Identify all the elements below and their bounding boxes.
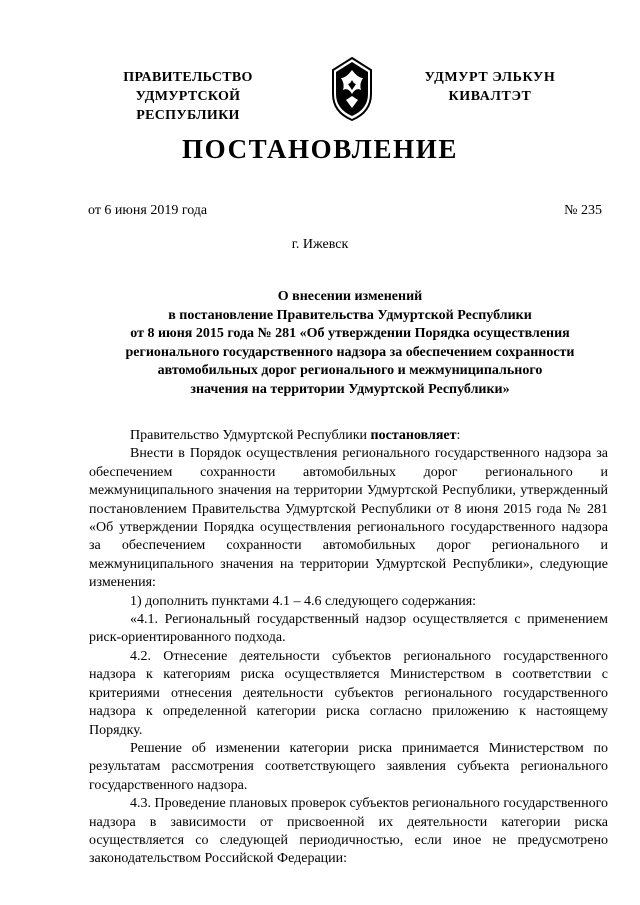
- document-title: ПОСТАНОВЛЕНИЕ: [182, 134, 458, 164]
- body-paragraph: Решение об изменении категории риска принимается Министерством по результатам рассмотрения соответствующего заявления субъекта регионального государственного надзора.: [89, 740, 608, 793]
- udmurt-coat-of-arms-icon: [327, 56, 377, 122]
- body-paragraph: 4.3. Проведение плановых проверок субъектов регионального государственного надзора в зависимости от присвоенной их деятельности категории риска осуществляется со следующей периодичностью, если иное не предусмотрено законодательством Российской Федерации:: [89, 796, 608, 867]
- document-date: от 6 июня 2019 года: [88, 203, 208, 218]
- body-paragraph: 4.2. Отнесение деятельности субъектов регионального государственного надзора к категориям риска осуществляется Министерством в соответствии с критериями отнесения деятельности субъектов регионального государственного надзора к определенной категории риска согласно приложению к настоящему Порядку.: [89, 648, 608, 738]
- intro-colon: :: [456, 428, 461, 443]
- government-name-line2: УДМУРТСКОЙ РЕСПУБЛИКИ: [135, 89, 241, 123]
- body-paragraph: 1) дополнить пунктами 4.1 – 4.6 следующего содержания:: [130, 593, 477, 609]
- document-number: № 235: [564, 203, 602, 218]
- subject-line: О внесении изменений: [277, 289, 423, 304]
- subject-line: регионального государственного надзора за обеспечением сохранности: [125, 344, 575, 360]
- intro-text: Правительство Удмуртской Республики: [130, 428, 371, 443]
- document-body: [89, 427, 608, 869]
- government-name-russian: [88, 68, 288, 125]
- document-city: г. Ижевск: [291, 237, 349, 252]
- government-name-udmurt-line2: КИВАЛТЭТ: [448, 89, 532, 104]
- document-subject: [80, 288, 620, 399]
- body-paragraph: Внести в Порядок осуществления регионального государственного надзора за обеспечением сохранности автомобильных дорог регионального и межмуниципального значения на территории Удмуртской Республики, утвержденный постановлением Правительства Удмуртской Республики от 8 июня 2015 года № 281 «Об утверждении Порядка осуществления регионального государственного надзора за обеспечением сохранности автомобильных дорог регионального и межмуниципального значения на территории Удмуртской Республики», следующие изменения:: [89, 446, 608, 591]
- government-name-line1: ПРАВИТЕЛЬСТВО: [123, 70, 253, 85]
- body-intro: [89, 427, 608, 445]
- subject-line: от 8 июня 2015 года № 281 «Об утверждении Порядка осуществления: [130, 326, 570, 341]
- intro-verb: постановляет: [370, 428, 457, 443]
- subject-line: в постановление Правительства Удмуртской Республики: [168, 307, 532, 323]
- government-name-udmurt: [408, 68, 572, 106]
- subject-line: значения на территории Удмуртской Республики»: [190, 381, 510, 397]
- government-name-udmurt-line1: УДМУРТ ЭЛЬКУН: [424, 70, 556, 85]
- document-header: [0, 56, 640, 146]
- body-paragraph: «4.1. Региональный государственный надзор осуществляется с применением риск-ориентированного подхода.: [89, 612, 608, 646]
- subject-line: автомобильных дорог регионального и межмуниципального: [157, 363, 543, 378]
